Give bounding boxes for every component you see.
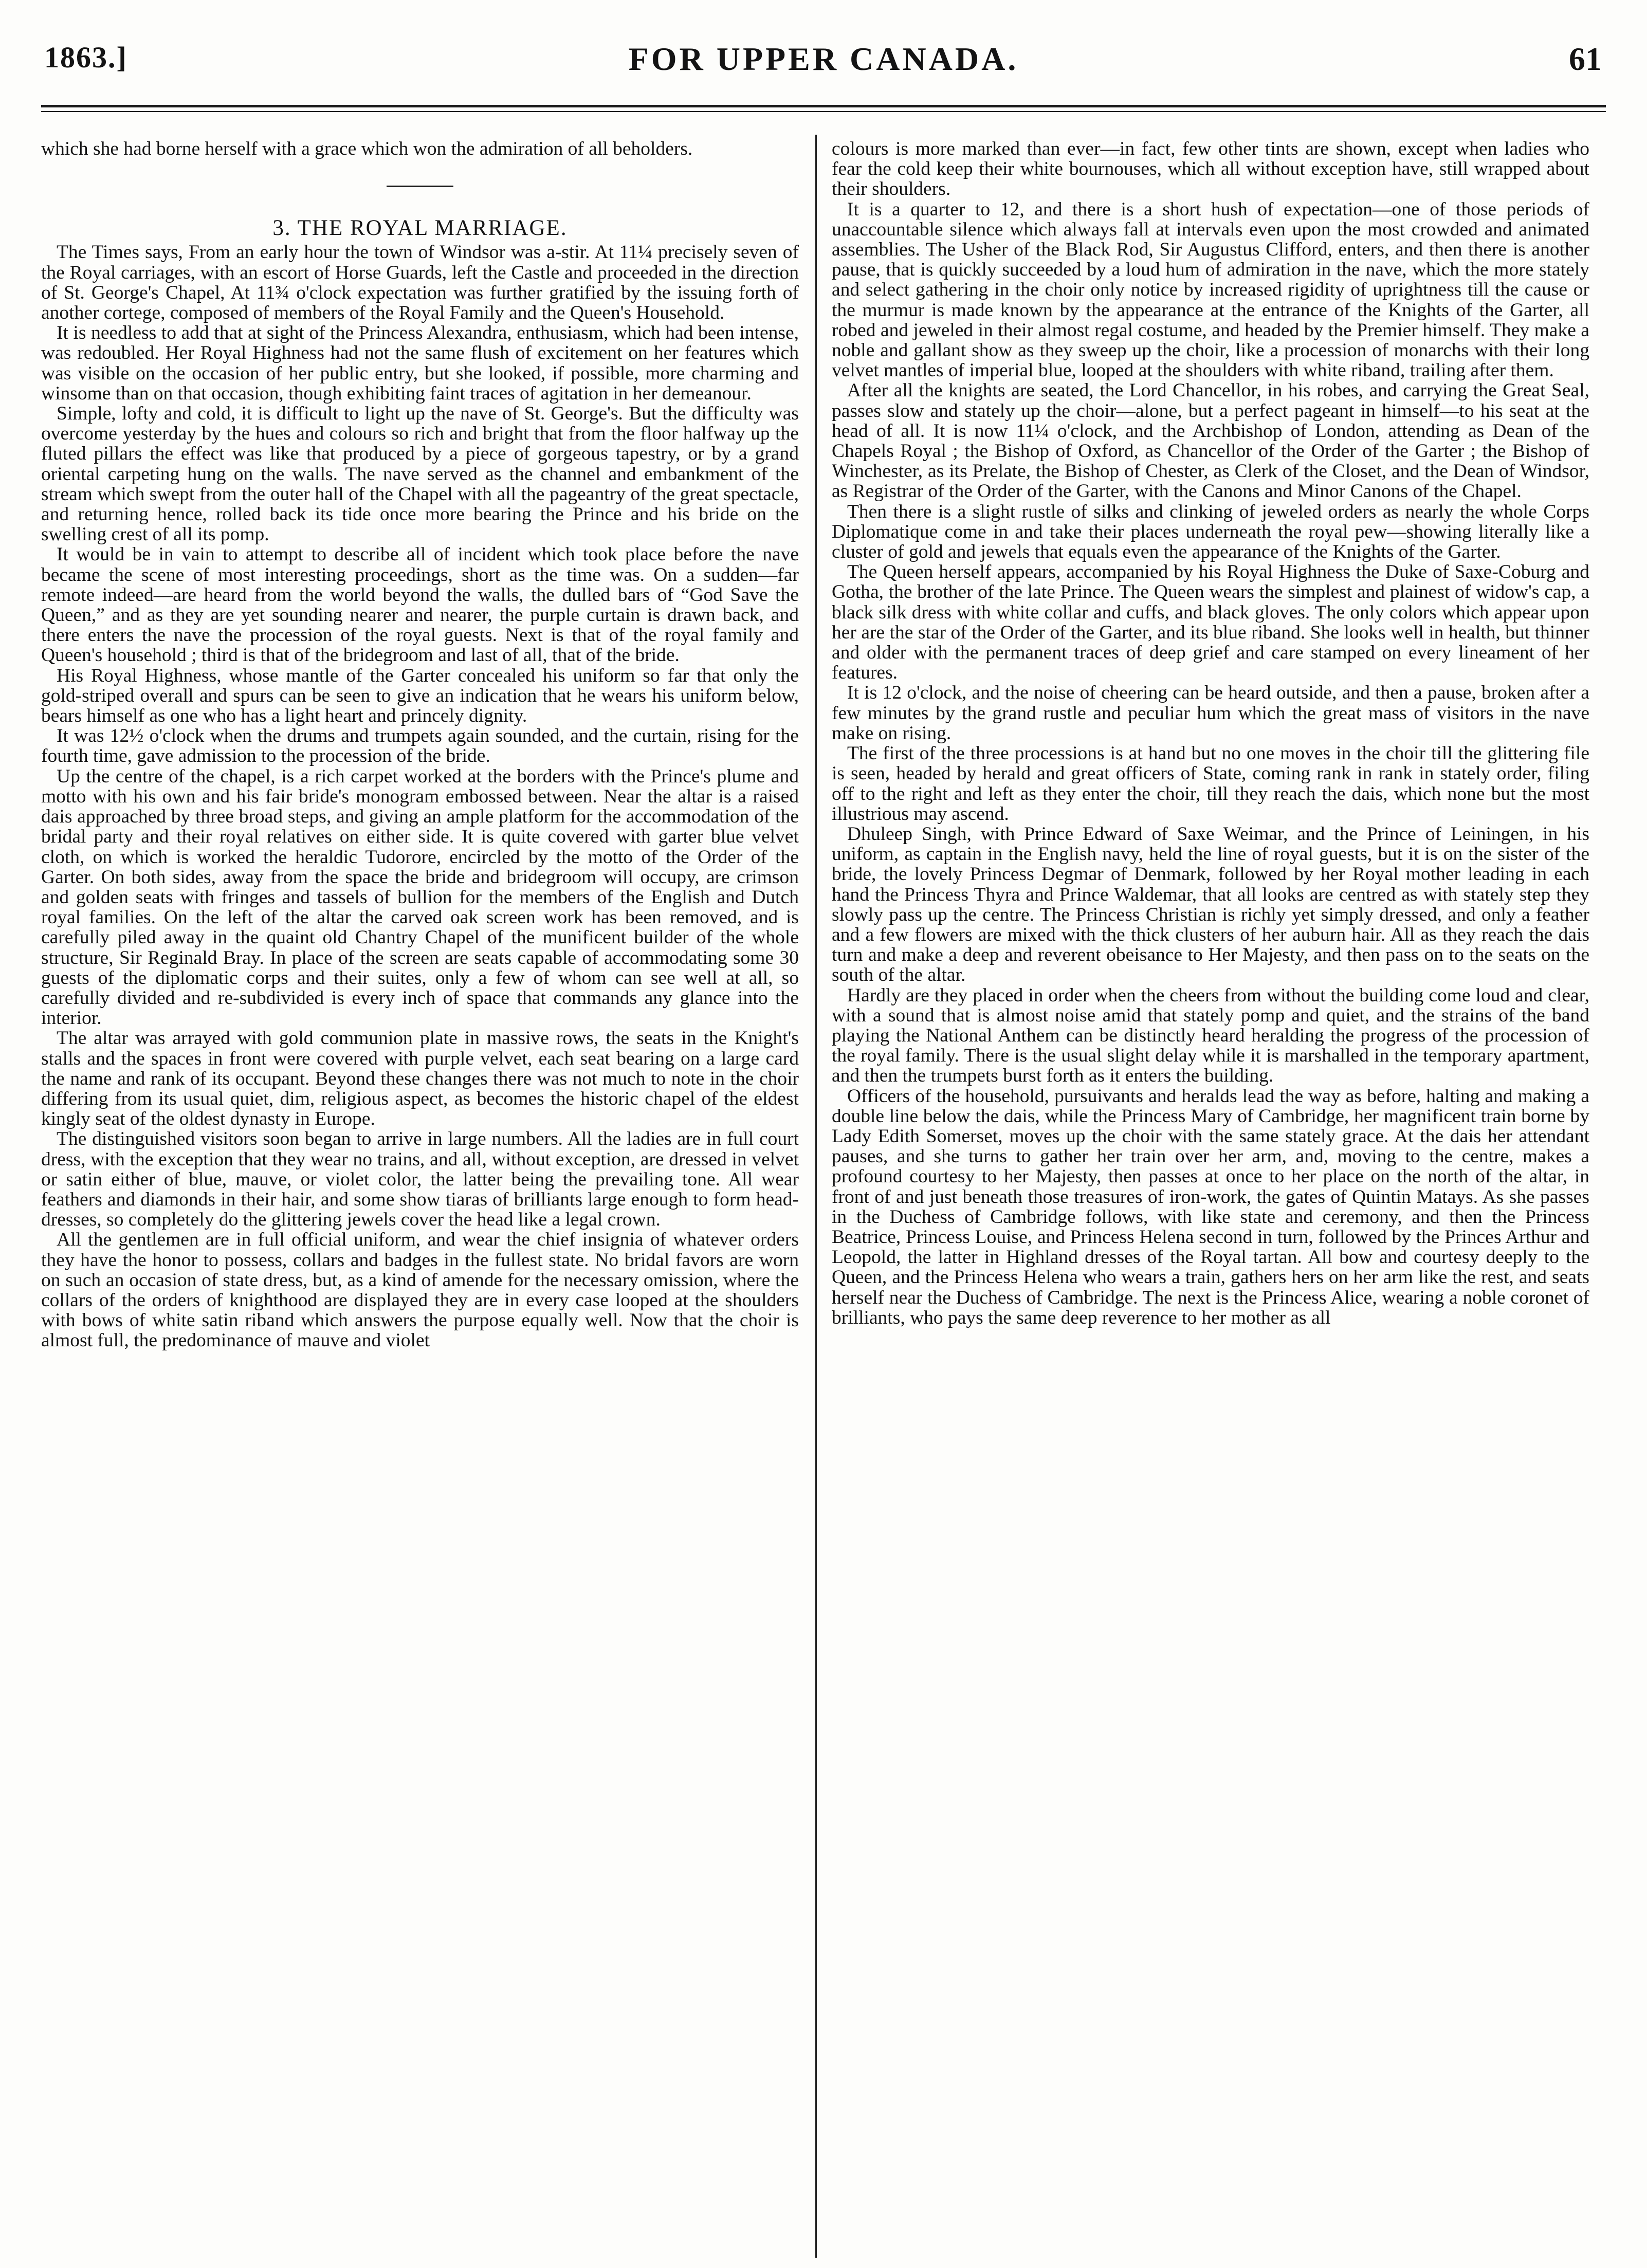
article-paragraph: His Royal Highness, whose mantle of the Garter concealed his uniform so far that only the gold-striped overall and spurs can be seen to give an indication that he wears his uniform below, bears himself as one who has a light heart and princely dignity. (41, 665, 799, 727)
article-paragraph: Hardly are they placed in order when the cheers from without the building come loud and clear, with a sound that is almost noise amid that stately pomp and quiet, and the strains of the band playing the National Anthem can be distinctly heard heralding the progress of the procession of the royal family. There is the usual slight delay while it is marshalled in the temporary apartment, and then the trumpets burst forth as it enters the building. (832, 984, 1589, 1087)
article-paragraph: The distinguished visitors soon began to arrive in large numbers. All the ladies are in full court dress, with the exception that they wear no trains, and all, without exception, are dressed in velvet or satin either of blue, mauve, or violet color, the latter being the prevailing tone. All wear feathers and diamonds in their hair, and some show tiaras of brilliants large enough to form head-dresses, so completely do the glittering jewels cover the head like a legal crown. (41, 1128, 799, 1231)
article-paragraph: It is needless to add that at sight of the Princess Alexandra, enthusiasm, which had been intense, was redoubled. Her Royal Highness had not the same flush of excitement on her features which was visible on the occasion of her public entry, but she looked, if possible, more charming and winsome than on that occasion, though exhibiting faint traces of agitation in her demeanour. (41, 322, 799, 404)
article-paragraph: The first of the three processions is at hand but no one moves in the choir till the glittering file is seen, headed by herald and great officers of State, coming rank in rank in stately order, filing off to the right and left as they enter the choir, till they reach the dais, which none but the most illustrious may ascend. (832, 743, 1589, 825)
section-heading: 3. THE ROYAL MARRIAGE. (272, 216, 568, 241)
issue-date: 1863.] (44, 41, 127, 74)
article-paragraph: The altar was arrayed with gold communion plate in massive rows, the seats in the Knight's stalls and the spaces in front were covered with purple velvet, each seat bearing on a large card the name and rank of its occupant. Beyond these changes there was not much to note in the choir differing from its usual quiet, dim, religious aspect, as becomes the historic chapel of the eldest kingly seat of the oldest dynasty in Europe. (41, 1028, 799, 1130)
publication-title: FOR UPPER CANADA. (628, 41, 1019, 77)
continued-paragraph: which she had borne herself with a grace which won the admiration of all beholders. (41, 138, 693, 159)
right-column (832, 139, 1589, 1328)
article-paragraph: Officers of the household, pursuivants and heralds lead the way as before, halting and making a double line below the dais, while the Princess Mary of Cambridge, her magnificent train borne by Lady Edith Somerset, moves up the choir with the same stately grace. At the dais her attendant pauses, and she turns to gather her train over her arm, and, moving to the centre, makes a profound courtesy to her Majesty, then passes at once to her place on the north of the altar, in front of and just beneath those treasures of iron-work, the gates of Quintin Matays. As she passes in the Duchess of Cambridge follows, with like state and ceremony, and then the Princess Beatrice, Princess Louise, and Princess Helena second in turn, followed by the Princes Arthur and Leopold, the latter in Highland dresses of the Royal tartan. All bow and courtesy deeply to the Queen, and the Princess Helena who wears a train, gathers hers on her arm like the rest, and seats herself near the Duchess of Cambridge. The next is the Princess Alice, wearing a noble coronet of brilliants, who pays the same deep reverence to her mother as all (832, 1085, 1589, 1328)
article-paragraph: Then there is a slight rustle of silks and clinking of jeweled orders as nearly the whole Corps Diplomatique come in and take their places underneath the royal pew—showing literally like a cluster of gold and jewels that equals even the appearance of the Knights of the Garter. (832, 501, 1589, 563)
column-divider (815, 135, 817, 2258)
left-column (41, 139, 799, 1351)
header-rule-thick (41, 105, 1606, 107)
article-paragraph: All the gentlemen are in full official uniform, and wear the chief insignia of whatever orders they have the honor to possess, collars and badges in the fullest state. No bridal favors are worn on such an occasion of state dress, but, as a kind of amende for the necessary omission, where the collars of the orders of knighthood are displayed they are in every case looped at the shoulders with bows of white satin riband which answers the purpose equally well. Now that the choir is almost full, the predominance of mauve and violet (41, 1229, 799, 1351)
article-paragraph: The Times says, From an early hour the town of Windsor was a-stir. At 11¼ precisely seven of the Royal carriages, with an escort of Horse Guards, left the Castle and proceeded in the direction of St. George's Chapel, At 11¾ o'clock expectation was further gratified by the issuing forth of another cortege, composed of members of the Royal Family and the Queen's Household. (41, 242, 799, 324)
article-paragraph: The Queen herself appears, accompanied by his Royal Highness the Duke of Saxe-Coburg and Gotha, the brother of the late Prince. The Queen wears the simplest and plainest of widow's cap, a black silk dress with white collar and cuffs, and black gloves. The only colors which appear upon her are the star of the Order of the Garter, and its blue riband. She looks well in health, but thinner and older with the permanent traces of deep grief and care stamped on every lineament of her features. (832, 561, 1589, 684)
running-head (41, 40, 1606, 97)
article-paragraph: It was 12½ o'clock when the drums and trumpets again sounded, and the curtain, rising for the fourth time, gave admission to the procession of the bride. (41, 725, 799, 767)
article-paragraph: It is 12 o'clock, and the noise of cheering can be heard outside, and then a pause, broken after a few minutes by the grand rustle and peculiar hum which the great mass of visitors in the nave make on rising. (832, 682, 1589, 744)
article-paragraph: Up the centre of the chapel, is a rich carpet worked at the borders with the Prince's plume and motto with his own and his fair bride's monogram embossed between. Near the altar is a raised dais approached by three broad steps, and giving an ample platform for the accommodation of the bridal party and their royal relatives on either side. It is quite covered with garter blue velvet cloth, on which is worked the heraldic Tudorore, encircled by the motto of the Order of the Garter. On both sides, away from the space the bride and bridegroom will occupy, are crimson and golden seats with fringes and tassels of bullion for the members of the English and Dutch royal families. On the left of the altar the carved oak screen work has been removed, and is carefully piled away in the quaint old Chantry Chapel of the munificent builder of the whole structure, Sir Reginald Bray. In place of the screen are seats capable of accommodating some 30 guests of the diplomatic corps and their suites, only a few of whom can see well at all, so carefully divided and re-subdivided is every inch of space that commands any glance into the interior. (41, 765, 799, 1029)
header-rule-thin (41, 111, 1606, 112)
article-paragraph: Dhuleep Singh, with Prince Edward of Saxe Weimar, and the Prince of Leiningen, in his uniform, as captain in the English navy, held the line of royal guests, but it is on the sister of the bride, the lovely Princess Degmar of Denmark, followed by her Royal mother leading in each hand the Princess Thyra and Prince Waldemar, that all looks are centred as with stately step they slowly pass up the centre. The Princess Christian is richly yet simply dressed, and only a feather and a few flowers are mixed with the thick clusters of her auburn hair. All as they reach the dais turn and make a deep and reverent obeisance to Her Majesty, and then pass on to the seats on the south of the altar. (832, 823, 1589, 986)
section-divider (387, 186, 453, 187)
article-paragraph: It would be in vain to attempt to describe all of incident which took place before the nave became the scene of most interesting proceedings, short as the time was. On a sudden—far remote indeed—are heard from the world beyond the walls, the dulled bars of “God Save the Queen,” and as they are yet sounding nearer and nearer, the purple curtain is drawn back, and there enters the nave the procession of the royal guests. Next is that of the royal family and Queen's household ; third is that of the bridegroom and last of all, that of the bride. (41, 544, 799, 666)
page-number: 61 (1569, 41, 1602, 77)
continued-paragraph: colours is more marked than ever—in fact, few other tints are shown, except when ladies who fear the cold keep their white bournouses, which all without exception have, still wrapped about their shoulders. (832, 138, 1589, 200)
article-paragraph: It is a quarter to 12, and there is a short hush of expectation—one of those periods of unaccountable silence which always fall at intervals even upon the most crowded and animated assemblies. The Usher of the Black Rod, Sir Augustus Clifford, enters, and then there is another pause, that is quickly succeeded by a loud hum of admiration in the nave, which the more stately and select gathering in the choir only notice by increased rigidity of uprightness till the cause or the murmur is made known by the appearance at the entrance of the Knights of the Garter, all robed and jeweled in their almost regal costume, and headed by the Premier himself. They make a noble and gallant show as they sweep up the choir, like a procession of monarchs with their long velvet mantles of imperial blue, looped at the shoulders with white riband, trailing after them. (832, 198, 1589, 381)
article-paragraph: After all the knights are seated, the Lord Chancellor, in his robes, and carrying the Great Seal, passes slow and stately up the choir—alone, but a perfect pageant in himself—to his seat at the head of all. It is now 11¼ o'clock, and the Archbishop of London, attending as Dean of the Chapels Royal ; the Bishop of Oxford, as Chancellor of the Order of the Garter ; the Bishop of Winchester, as its Prelate, the Bishop of Chester, as Clerk of the Closet, and the Dean of Windsor, as Registrar of the Order of the Garter, with the Canons and Minor Canons of the Chapel. (832, 380, 1589, 502)
article-paragraph: Simple, lofty and cold, it is difficult to light up the nave of St. George's. But the difficulty was overcome yesterday by the hues and colours so rich and bright that from the floor halfway up the fluted pillars the effect was like that produced by a piece of gorgeous tapestry, or by a grand oriental carpeting hung on the walls. The nave served as the channel and embankment of the stream which swept from the outer hall of the Chapel with all the pageantry of the great spectacle, and returning hence, rolled back its tide once more bearing the Prince and his bride on the swelling crest of all its pomp. (41, 403, 799, 545)
